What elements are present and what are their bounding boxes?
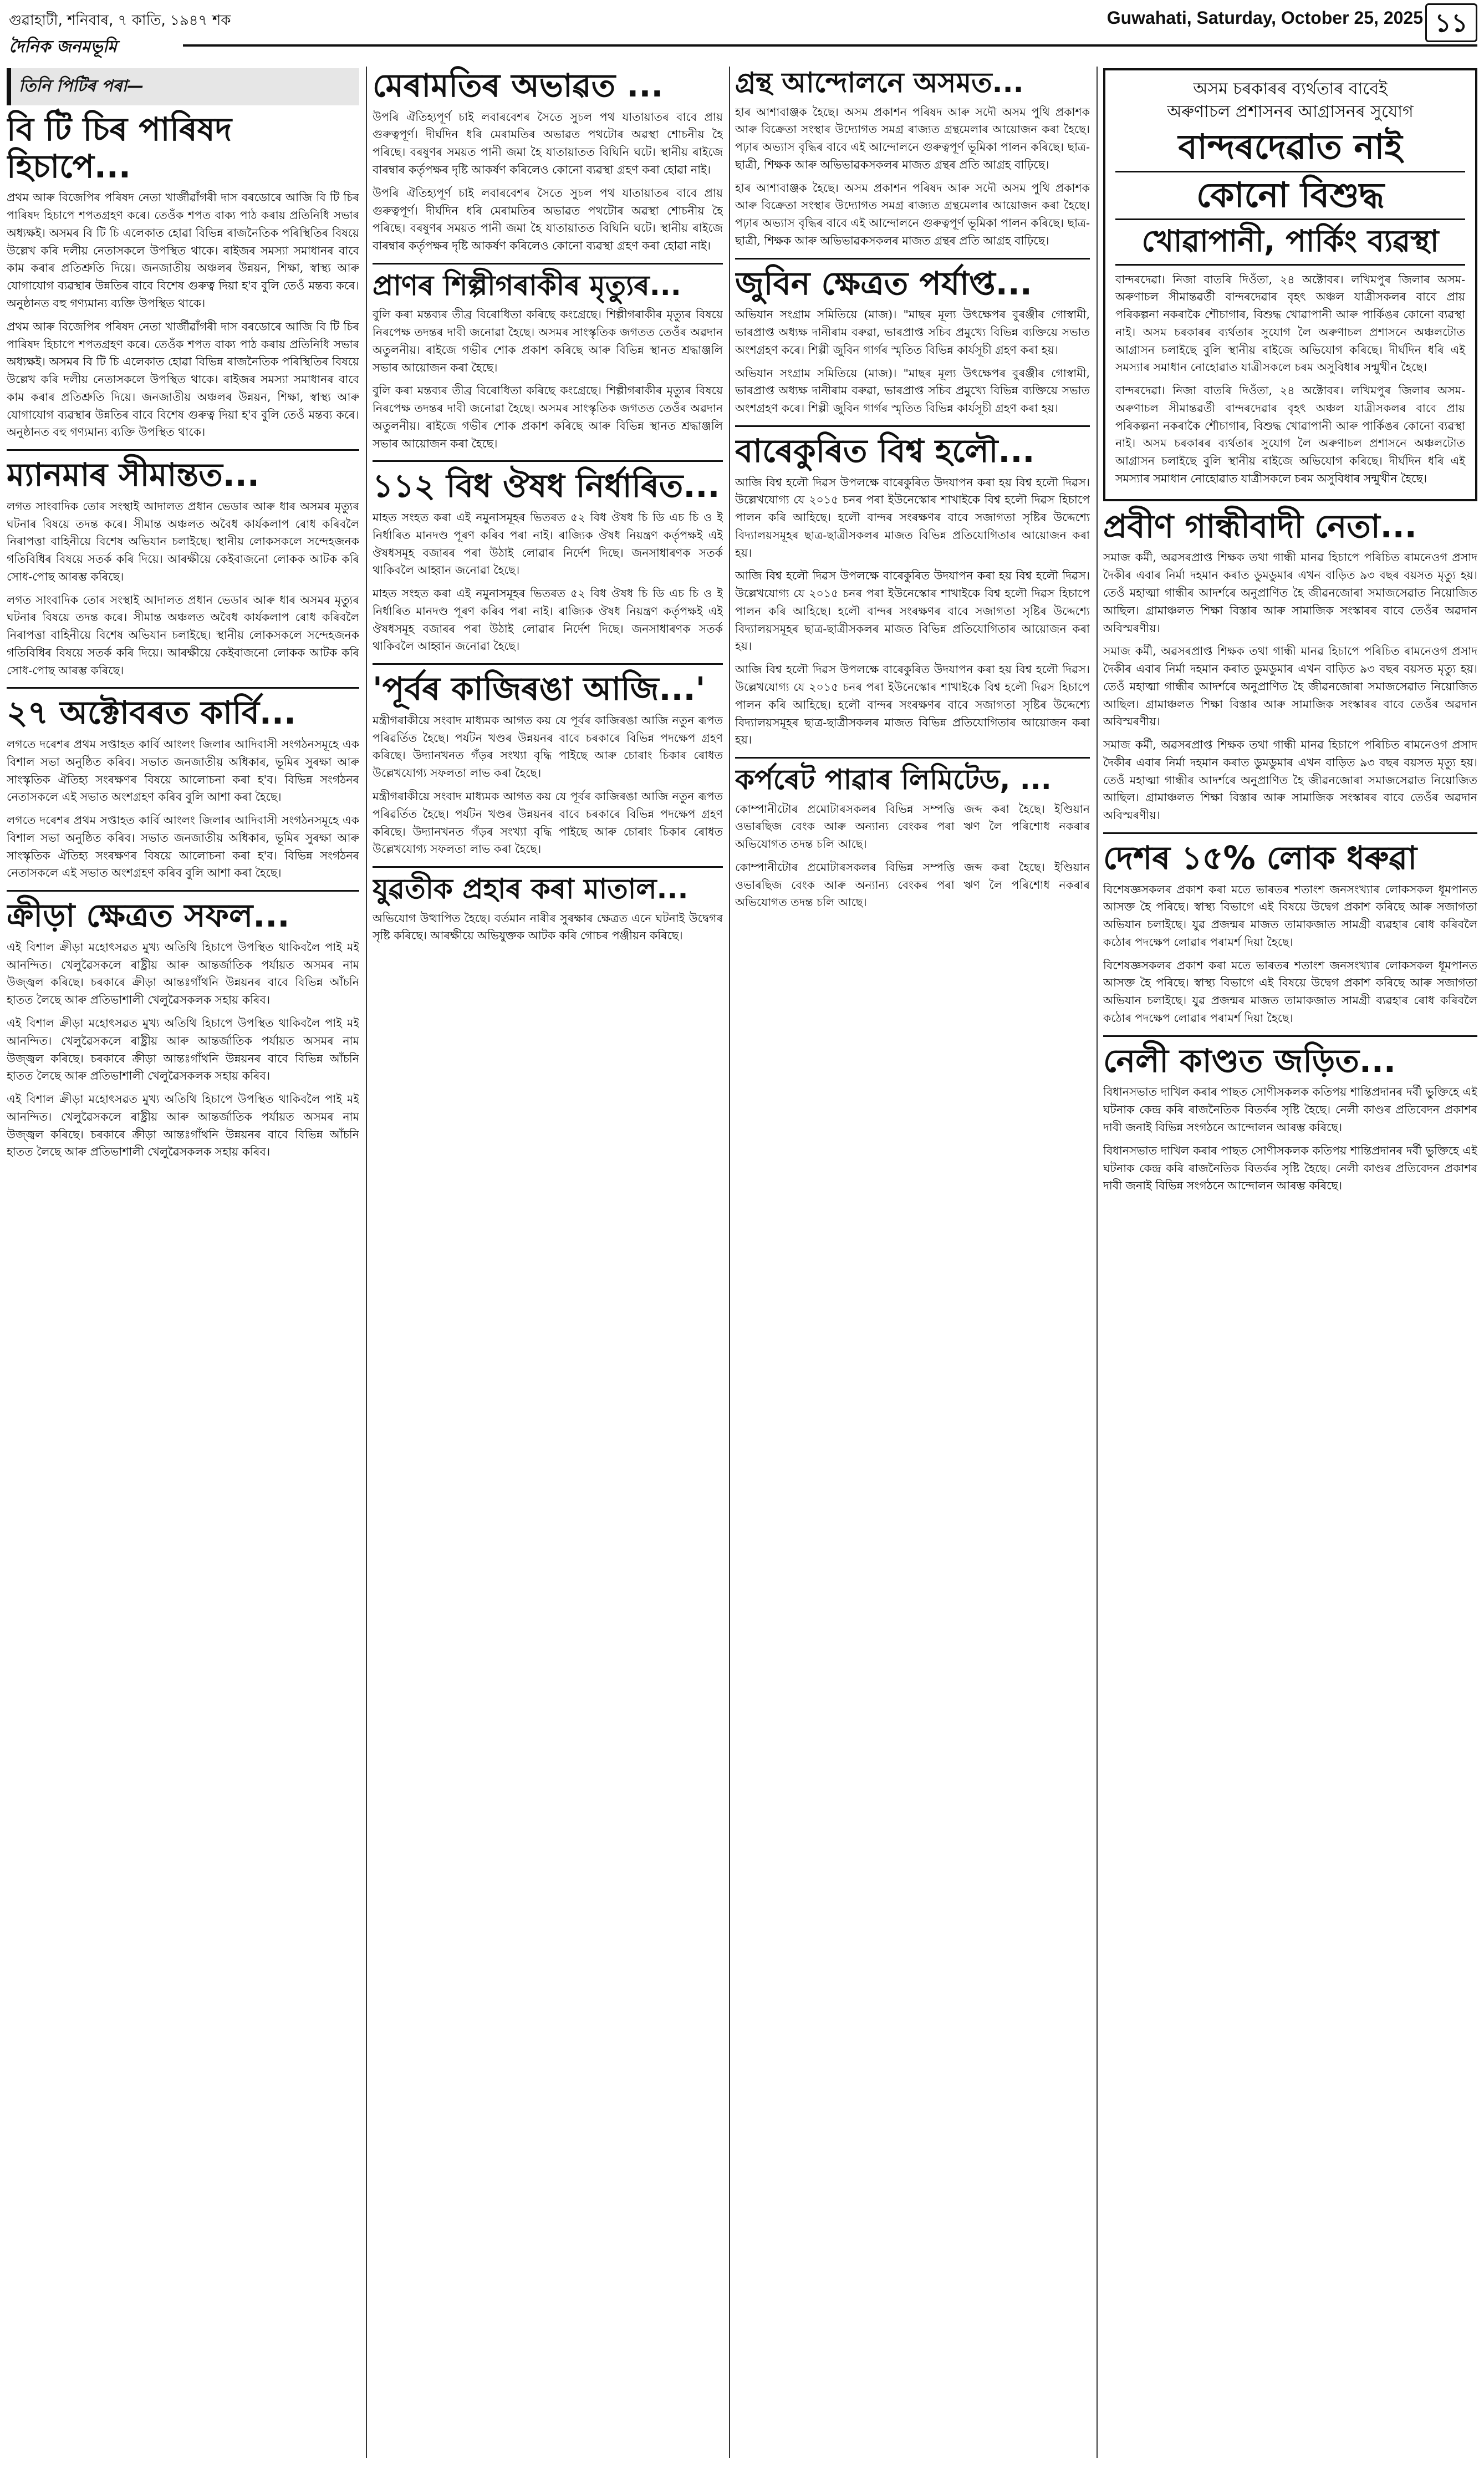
article-body-gandhian-cont: সমাজ কৰ্মী, অৱসৰপ্ৰাপ্ত শিক্ষক তথা গান্ধী মানৱ হিচাপে পৰিচিত ৰামনেওগ প্ৰসাদ দৈকীৰ এবাৰ নিৰ্মা দহমান কৰাত ডুমডুমাৰ এখন বাড়িত ৯৩ বছৰ বয়সত মৃত্যু হয়। তেওঁ মহাত্মা গান্ধীৰ আদৰ্শৰে অনুপ্ৰাণিত হৈ জীৱনজোৰা সমাজসেৱাত নিয়োজিত আছিল। গ্ৰামাঞ্চলত শিক্ষা বিস্তাৰ আৰু সামাজিক সংস্কাৰৰ বাবে তেওঁৰ অৱদান অবিস্মৰণীয়। bbox=[1103, 644, 1477, 729]
article-divider bbox=[7, 449, 359, 451]
article-body-artist: বুলি কৰা মন্তব্যৰ তীব্ৰ বিৰোধিতা কৰিছে কংগ্ৰেছে। শিল্পীগৰাকীৰ মৃত্যুৰ বিষয়ে নিৰপেক্ষ তদন্তৰ দাবী জনোৱা হৈছে। অসমৰ সাংস্কৃতিক জগতত তেওঁৰ অৱদান অতুলনীয়। ৰাইজে গভীৰ শোক প্ৰকাশ কৰিছে আৰু বিভিন্ন স্থানত শ্ৰদ্ধাঞ্জলি সভাৰ আয়োজন কৰা হৈছে। bbox=[373, 308, 723, 374]
article-body-zubeen-cont: অভিযান সংগ্ৰাম সমিতিয়ে (মাজ)। "মাছৰ মূল্য উৎক্ষেপৰ বুৰঞ্জীৰ গোস্বামী, ভাৰপ্ৰাপ্ত অধ্যক্ষ দানীৰাম বৰুৱা, ভাৰপ্ৰাপ্ত সচিব প্ৰমুখ্যে বিভিন্ন ব্যক্তিয়ে সভাত অংশগ্ৰহণ কৰে। শিল্পী জুবিন গাৰ্গৰ স্মৃতিত বিভিন্ন কাৰ্যসূচী গ্ৰহণ কৰা হয়। bbox=[735, 366, 1090, 415]
article-body-myanmar-cont: লগত সাংবাদিক তোৰ সংস্থাই আদালত প্ৰধান ভেডাৰ আৰু ধাৰ অসমৰ মৃত্যুৰ ঘটনাৰ বিষয়ে তদন্ত কৰে। সীমান্ত অঞ্চলত অবৈধ কাৰ্যকলাপ ৰোধ কৰিবলৈ নিৰাপত্তা বাহিনীয়ে বিশেষ অভিযান চলাইছে। স্থানীয় লোকসকলে সন্দেহজনক গতিবিধিৰ বিষয়ে সতৰ্ক কৰি দিয়ে। আৰক্ষীয়ে কেইবাজনো লোকক আটক কৰি সোধ-পোছ আৰম্ভ কৰিছে। bbox=[7, 593, 359, 677]
article-sports bbox=[7, 897, 359, 1161]
article-karbi bbox=[7, 694, 359, 882]
page-number: ১১ bbox=[1425, 3, 1477, 42]
article-divider bbox=[7, 687, 359, 689]
article-body-repair: উপৰি ঐতিহ্যপূৰ্ণ চাই লবাৰবেশৰ সৈতে সুচল পথ যাতায়াতৰ বাবে প্ৰায় গুৰুত্বপূৰ্ণ। দীৰ্ঘদিন ধৰি মেৰামতিৰ অভাৱত পথটোৰ অৱস্থা শোচনীয় হৈ পৰিছে। বৰষুণৰ সময়ত পানী জমা হৈ যাতায়াতত বিঘিনি ঘটে। স্থানীয় ৰাইজে বাৰম্বাৰ কৰ্তৃপক্ষৰ দৃষ্টি আকৰ্ষণ কৰিলেও কোনো ব্যৱস্থা গ্ৰহণ কৰা হোৱা নাই। bbox=[373, 110, 723, 176]
headline-repair: মেৰামতিৰ অভাৱত ... bbox=[373, 67, 664, 104]
article-body-books-cont: হাৰ আশাবাঞ্জক হৈছে। অসম প্ৰকাশন পৰিষদ আৰু সদৌ অসম পুথি প্ৰকাশক আৰু বিক্ৰেতা সংস্থাৰ উদ্যোগত সমগ্ৰ ৰাজ্যত গ্ৰন্থমেলাৰ আয়োজন কৰা হৈছে। পঢ়াৰ অভ্যাস বৃদ্ধিৰ বাবে এই আন্দোলনে গুৰুত্বপূৰ্ণ ভূমিকা পালন কৰিছে। ছাত্ৰ-ছাত্ৰী, শিক্ষক আৰু অভিভাৱকসকলৰ মাজত গ্ৰন্থৰ প্ৰতি আগ্ৰহ বাঢ়িছে। bbox=[735, 181, 1090, 247]
headline-gandhian: প্ৰবীণ গান্ধীবাদী নেতা... bbox=[1103, 507, 1417, 545]
article-body-myanmar: লগত সাংবাদিক তোৰ সংস্থাই আদালত প্ৰধান ভেডাৰ আৰু ধাৰ অসমৰ মৃত্যুৰ ঘটনাৰ বিষয়ে তদন্ত কৰে। সীমান্ত অঞ্চলত অবৈধ কাৰ্যকলাপ ৰোধ কৰিবলৈ নিৰাপত্তা বাহিনীয়ে বিশেষ অভিযান চলাইছে। স্থানীয় লোকসকলে সন্দেহজনক গতিবিধিৰ বিষয়ে সতৰ্ক কৰি দিয়ে। আৰক্ষীয়ে কেইবাজনো লোকক আটক কৰি সোধ-পোছ আৰম্ভ কৰিছে। bbox=[7, 499, 359, 583]
article-myanmar bbox=[7, 456, 359, 679]
box-body-cont: বান্দৰদেৱা। নিজা বাতৰি দিওঁতা, ২৪ অক্টোবৰ। লখিমপুৰ জিলাৰ অসম-অৰুণাচল সীমান্তৱৰ্তী বান্দৰদেৱাৰ বৃহৎ অঞ্চল যাত্ৰীসকলৰ বাবে প্ৰায় পৰিকল্পনা নকৰাকৈ শৌচাগাৰ, বিশুদ্ধ খোৱাপানী আৰু পাৰ্কিঙৰ কোনো ব্যৱস্থা নাই। অসম চৰকাৰৰ ব্যৰ্থতাৰ সুযোগ লৈ অৰুণাচল প্ৰশাসনে অঞ্চলটোত আগ্ৰাসন চলাইছে বুলি স্থানীয় ৰাইজে অভিযোগ কৰিছে। দীৰ্ঘদিন ধৰি এই সমস্যাৰ সমাধান নোহোৱাত যাত্ৰীসকলে চৰম অসুবিধাৰ সন্মুখীন হৈছে। bbox=[1115, 384, 1465, 485]
article-body-hoolock-cont2: আজি বিশ্ব হলৌ দিৱস উপলক্ষে বাৰেকুৰিত উদযাপন কৰা হয় বিশ্ব হলৌ দিৱস। উল্লেখযোগ্য যে ২০১৫ চনৰ পৰা ইউনেস্কোৰ শাখাইকে বিশ্ব হলৌ দিৱস হিচাপে পালন কৰি আহিছে। হলৌ বান্দৰ সংৰক্ষণৰ বাবে সজাগতা সৃষ্টিৰ উদ্দেশ্যে বিদ্যালয়সমূহৰ ছাত্ৰ-ছাত্ৰীসকলৰ মাজত বিভিন্ন প্ৰতিযোগিতাৰ আয়োজন কৰা হয়। bbox=[735, 663, 1090, 747]
article-body-smokers: বিশেষজ্ঞসকলৰ প্ৰকাশ কৰা মতে ভাৰতৰ শতাংশ জনসংখ্যাৰ লোকসকল ধূমপানত আসক্ত হৈ পৰিছে। স্বাস্থ্য বিভাগে এই বিষয়ে উদ্বেগ প্ৰকাশ কৰিছে আৰু সজাগতা অভিযান চলাইছে। যুৱ প্ৰজন্মৰ মাজত তামাকজাত সামগ্ৰী ব্যৱহাৰ ৰোধ কৰিবলৈ কঠোৰ পদক্ষেপ লোৱাৰ পৰামৰ্শ দিয়া হৈছে। bbox=[1103, 882, 1477, 949]
article-body-btc-cont: প্ৰথম আৰু বিজেপিৰ পৰিষদ নেতা খাৰ্জীৱাঁগৰী দাস বৰডোৰে আজি বি টি চিৰ পাৰিষদ হিচাপে শপতগ্ৰহণ কৰে। তেওঁক শপত বাক্য পাঠ কৰায় প্ৰতিনিধি সভাৰ অধ্যক্ষই। অসমৰ বি টি চি এলেকাত হোৱা বিভিন্ন ৰাজনৈতিক পৰিস্থিতিৰ বিষয়ে উল্লেখ কৰি দলীয় নেতাসকলে উপস্থিত থাকে। ৰাইজৰ সমস্যা সমাধানৰ বাবে কাম কৰাৰ প্ৰতিশ্ৰুতি দিয়ে। জনজাতীয় অঞ্চলৰ উন্নয়ন, শিক্ষা, স্বাস্থ্য আৰু যোগাযোগ ব্যৱস্থাৰ উন্নতিৰ বাবে বিশেষ গুৰুত্ব দিয়া হ'ব বুলি তেওঁ মন্তব্য কৰে। অনুষ্ঠানত বহু গণ্যমান্য ব্যক্তি উপস্থিত থাকে। bbox=[7, 319, 359, 439]
headline-zubeen: জুবিন ক্ষেত্ৰত পৰ্যাপ্ত... bbox=[735, 264, 1032, 302]
article-body-artist-cont: বুলি কৰা মন্তব্যৰ তীব্ৰ বিৰোধিতা কৰিছে কংগ্ৰেছে। শিল্পীগৰাকীৰ মৃত্যুৰ বিষয়ে নিৰপেক্ষ তদন্তৰ দাবী জনোৱা হৈছে। অসমৰ সাংস্কৃতিক জগতত তেওঁৰ অৱদান অতুলনীয়। ৰাইজে গভীৰ শোক প্ৰকাশ কৰিছে আৰু বিভিন্ন স্থানত শ্ৰদ্ধাঞ্জলি সভাৰ আয়োজন কৰা হৈছে। bbox=[373, 384, 723, 450]
column-2 bbox=[373, 64, 723, 2461]
article-divider bbox=[735, 258, 1090, 260]
article-btc bbox=[7, 111, 359, 441]
headline-assault: যুৱতীক প্ৰহাৰ কৰা মাতাল... bbox=[373, 873, 689, 906]
headline-smokers: দেশৰ ১৫% লোক ধৰুৱা bbox=[1103, 838, 1417, 877]
box-body: বান্দৰদেৱা। নিজা বাতৰি দিওঁতা, ২৪ অক্টোবৰ। লখিমপুৰ জিলাৰ অসম-অৰুণাচল সীমান্তৱৰ্তী বান্দৰদেৱাৰ বৃহৎ অঞ্চল যাত্ৰীসকলৰ বাবে প্ৰায় পৰিকল্পনা নকৰাকৈ শৌচাগাৰ, বিশুদ্ধ খোৱাপানী আৰু পাৰ্কিঙৰ কোনো ব্যৱস্থা নাই। অসম চৰকাৰৰ ব্যৰ্থতাৰ সুযোগ লৈ অৰুণাচল প্ৰশাসনে অঞ্চলটোত আগ্ৰাসন চলাইছে বুলি স্থানীয় ৰাইজে অভিযোগ কৰিছে। দীৰ্ঘদিন ধৰি এই সমস্যাৰ সমাধান নোহোৱাত যাত্ৰীসকলে চৰম অসুবিধাৰ সন্মুখীন হৈছে। bbox=[1115, 272, 1465, 374]
article-body-books: হাৰ আশাবাঞ্জক হৈছে। অসম প্ৰকাশন পৰিষদ আৰু সদৌ অসম পুথি প্ৰকাশক আৰু বিক্ৰেতা সংস্থাৰ উদ্যোগত সমগ্ৰ ৰাজ্যত গ্ৰন্থমেলাৰ আয়োজন কৰা হৈছে। পঢ়াৰ অভ্যাস বৃদ্ধিৰ বাবে এই আন্দোলনে গুৰুত্বপূৰ্ণ ভূমিকা পালন কৰিছে। ছাত্ৰ-ছাত্ৰী, শিক্ষক আৰু অভিভাৱকসকলৰ মাজত গ্ৰন্থৰ প্ৰতি আগ্ৰহ বাঢ়িছে। bbox=[735, 105, 1090, 171]
article-body-corporate: কোম্পানীটোৰ প্ৰমোটাৰসকলৰ বিভিন্ন সম্পত্তি জব্দ কৰা হৈছে। ইণ্ডিয়ান ওভাৰছিজ বেংক আৰু অন্যান্য বেংকৰ পৰা ঋণ লৈ পৰিশোধ নকৰাৰ অভিযোগত তদন্ত চলি আছে। bbox=[735, 802, 1090, 851]
column-1 bbox=[7, 64, 359, 2461]
article-body-assault: অভিযোগ উত্থাপিত হৈছে। বৰ্তমান নাৰীৰ সুৰক্ষাৰ ক্ষেত্ৰত এনে ঘটনাই উদ্বেগৰ সৃষ্টি কৰিছে। আৰক্ষীয়ে অভিযুক্তক আটক কৰি গোচৰ পঞ্জীয়ন কৰিছে। bbox=[373, 911, 723, 943]
header-rule bbox=[183, 44, 1477, 47]
article-divider bbox=[7, 890, 359, 892]
headline-karbi: ২৭ অক্টোবৰত কাৰ্বি... bbox=[7, 694, 296, 732]
article-body-medicine: মাহত সংহত কৰা এই নমুনাসমূহৰ ভিতৰত ৫২ বিধ ঔষধ চি ডি এচ চি ও ই নিৰ্ধাৰিত মানদণ্ড পূৰণ কৰিব পৰা নাই। ৰাজ্যিক ঔষধ নিয়ন্ত্ৰণ কৰ্তৃপক্ষই এই ঔষধসমূহ বজাৰৰ পৰা উঠাই লোৱাৰ নিৰ্দেশ দিছে। জনসাধাৰণক সতৰ্ক থাকিবলৈ আহ্বান জনোৱা হৈছে। bbox=[373, 511, 723, 577]
article-divider bbox=[1103, 832, 1477, 834]
headline-sports: ক্ৰীড়া ক্ষেত্ৰত সফল... bbox=[7, 897, 290, 935]
article-kaziranga bbox=[373, 670, 723, 858]
article-corporate bbox=[735, 764, 1090, 912]
article-zubeen bbox=[735, 265, 1090, 418]
headline-artist: প্ৰাণৰ শিল্পীগৰাকীৰ মৃত্যুৰ... bbox=[373, 269, 681, 302]
headline-myanmar: ম্যানমাৰ সীমান্তত... bbox=[7, 456, 259, 494]
headline-medicine: ১১২ বিধ ঔষধ নিৰ্ধাৰিত... bbox=[373, 467, 720, 505]
article-body-gandhian-cont2: সমাজ কৰ্মী, অৱসৰপ্ৰাপ্ত শিক্ষক তথা গান্ধী মানৱ হিচাপে পৰিচিত ৰামনেওগ প্ৰসাদ দৈকীৰ এবাৰ নিৰ্মা দহমান কৰাত ডুমডুমাৰ এখন বাড়িত ৯৩ বছৰ বয়সত মৃত্যু হয়। তেওঁ মহাত্মা গান্ধীৰ আদৰ্শৰে অনুপ্ৰাণিত হৈ জীৱনজোৰা সমাজসেৱাত নিয়োজিত আছিল। গ্ৰামাঞ্চলত শিক্ষা বিস্তাৰ আৰু সামাজিক সংস্কাৰৰ বাবে তেওঁৰ অৱদান অবিস্মৰণীয়। bbox=[1103, 738, 1477, 822]
article-divider bbox=[1103, 1035, 1477, 1037]
column-divider bbox=[1097, 67, 1098, 2458]
section-kicker: তিনি পিটিৰ পৰা— bbox=[7, 68, 359, 105]
page-header bbox=[0, 0, 1484, 60]
article-body-karbi: লগতে দৰেশৰ প্ৰথম সপ্তাহত কাৰ্বি আংলং জিলাৰ আদিবাসী সংগঠনসমূহে এক বিশাল সভা অনুষ্ঠিত কৰিব। সভাত জনজাতীয় অধিকাৰ, ভূমিৰ সুৰক্ষা আৰু সাংস্কৃতিক ঐতিহ্য সংৰক্ষণৰ বিষয়ে আলোচনা কৰা হ'ব। বিভিন্ন সংগঠনৰ নেতাসকলে এই সভাত অংশগ্ৰহণ কৰিব বুলি আশা কৰা হৈছে। bbox=[7, 737, 359, 804]
article-body-corporate-cont: কোম্পানীটোৰ প্ৰমোটাৰসকলৰ বিভিন্ন সম্পত্তি জব্দ কৰা হৈছে। ইণ্ডিয়ান ওভাৰছিজ বেংক আৰু অন্যান্য বেংকৰ পৰা ঋণ লৈ পৰিশোধ নকৰাৰ অভিযোগত তদন্ত চলি আছে। bbox=[735, 860, 1090, 909]
column-divider bbox=[366, 67, 367, 2458]
article-body-sports-cont2: এই বিশাল ক্ৰীড়া মহোৎসৱত মুখ্য অতিথি হিচাপে উপস্থিত থাকিবলৈ পাই মই আনন্দিত। খেলুৱৈসকলে ৰাষ্ট্ৰীয় আৰু আন্তৰ্জাতিক পৰ্যায়ত অসমৰ নাম উজ্জ্বল কৰিছে। চৰকাৰে ক্ৰীড়া আন্তঃগাঁথনি উন্নয়নৰ বাবে বিভিন্ন আঁচনি হাতত লৈছে আৰু প্ৰতিভাশালী খেলুৱৈসকলক সহায় কৰিব। bbox=[7, 1092, 359, 1159]
box-kicker-1: অসম চৰকাৰৰ ব্যৰ্থতাৰ বাবেই bbox=[1193, 79, 1388, 99]
article-divider bbox=[373, 263, 723, 264]
article-repair bbox=[373, 67, 723, 255]
article-body-kaziranga-cont: মন্ত্ৰীগৰাকীয়ে সংবাদ মাধ্যমক আগত কয় যে পূৰ্বৰ কাজিৰঙা আজি নতুন ৰূপত পৰিৱৰ্তিত হৈছে। পৰ্যটন খণ্ডৰ উন্নয়নৰ বাবে চৰকাৰে বিভিন্ন পদক্ষেপ গ্ৰহণ কৰিছে। উদ্যানখনত গঁড়ৰ সংখ্যা বৃদ্ধি পাইছে আৰু চোৰাং চিকাৰ ৰোধত উল্লেখযোগ্য সফলতা লাভ কৰা হৈছে। bbox=[373, 790, 723, 856]
box-headline-1: বান্দৰদেৱাত নাই bbox=[1178, 126, 1403, 167]
article-assault bbox=[373, 873, 723, 945]
box-kicker-2: অৰুণাচল প্ৰশাসনৰ আগ্ৰাসনৰ সুযোগ bbox=[1167, 101, 1414, 121]
article-body-hoolock-cont: আজি বিশ্ব হলৌ দিৱস উপলক্ষে বাৰেকুৰিত উদযাপন কৰা হয় বিশ্ব হলৌ দিৱস। উল্লেখযোগ্য যে ২০১৫ চনৰ পৰা ইউনেস্কোৰ শাখাইকে বিশ্ব হলৌ দিৱস হিচাপে পালন কৰি আহিছে। হলৌ বান্দৰ সংৰক্ষণৰ বাবে সজাগতা সৃষ্টিৰ উদ্দেশ্যে বিদ্যালয়সমূহৰ ছাত্ৰ-ছাত্ৰীসকলৰ মাজত বিভিন্ন প্ৰতিযোগিতাৰ আয়োজন কৰা হয়। bbox=[735, 569, 1090, 653]
headline-hoolock: বাৰেকুৰিত বিশ্ব হলৌ... bbox=[735, 431, 1035, 470]
article-smokers bbox=[1103, 840, 1477, 1028]
headline-kaziranga: 'পূৰ্বৰ কাজিৰঙা আজি...' bbox=[373, 670, 706, 708]
column-3 bbox=[735, 64, 1090, 2461]
article-body-gandhian: সমাজ কৰ্মী, অৱসৰপ্ৰাপ্ত শিক্ষক তথা গান্ধী মানৱ হিচাপে পৰিচিত ৰামনেওগ প্ৰসাদ দৈকীৰ এবাৰ নিৰ্মা দহমান কৰাত ডুমডুমাৰ এখন বাড়িত ৯৩ বছৰ বয়সত মৃত্যু হয়। তেওঁ মহাত্মা গান্ধীৰ আদৰ্শৰে অনুপ্ৰাণিত হৈ জীৱনজোৰা সমাজসেৱাত নিয়োজিত আছিল। গ্ৰামাঞ্চলত শিক্ষা বিস্তাৰ আৰু সামাজিক সংস্কাৰৰ বাবে তেওঁৰ অৱদান অবিস্মৰণীয়। bbox=[1103, 551, 1477, 635]
article-divider bbox=[373, 866, 723, 868]
article-body-smokers-cont: বিশেষজ্ঞসকলৰ প্ৰকাশ কৰা মতে ভাৰতৰ শতাংশ জনসংখ্যাৰ লোকসকল ধূমপানত আসক্ত হৈ পৰিছে। স্বাস্থ্য বিভাগে এই বিষয়ে উদ্বেগ প্ৰকাশ কৰিছে আৰু সজাগতা অভিযান চলাইছে। যুৱ প্ৰজন্মৰ মাজত তামাকজাত সামগ্ৰী ব্যৱহাৰ ৰোধ কৰিবলৈ কঠোৰ পদক্ষেপ লোৱাৰ পৰামৰ্শ দিয়া হৈছে। bbox=[1103, 958, 1477, 1025]
article-body-btc: প্ৰথম আৰু বিজেপিৰ পৰিষদ নেতা খাৰ্জীৱাঁগৰী দাস বৰডোৰে আজি বি টি চিৰ পাৰিষদ হিচাপে শপতগ্ৰহণ কৰে। তেওঁক শপত বাক্য পাঠ কৰায় প্ৰতিনিধি সভাৰ অধ্যক্ষই। অসমৰ বি টি চি এলেকাত হোৱা বিভিন্ন ৰাজনৈতিক পৰিস্থিতিৰ বিষয়ে উল্লেখ কৰি দলীয় নেতাসকলে উপস্থিত থাকে। ৰাইজৰ সমস্যা সমাধানৰ বাবে কাম কৰাৰ প্ৰতিশ্ৰুতি দিয়ে। জনজাতীয় অঞ্চলৰ উন্নয়ন, শিক্ষা, স্বাস্থ্য আৰু যোগাযোগ ব্যৱস্থাৰ উন্নতিৰ বাবে বিশেষ গুৰুত্ব দিয়া হ'ব বুলি তেওঁ মন্তব্য কৰে। অনুষ্ঠানত বহু গণ্যমান্য ব্যক্তি উপস্থিত থাকে। bbox=[7, 191, 359, 310]
header-date-english: Guwahati, Saturday, October 25, 2025 bbox=[1106, 8, 1423, 28]
headline-corporate: কৰ্পৰেট পাৱাৰ লিমিটেড, ... bbox=[735, 764, 1052, 796]
article-body-medicine-cont: মাহত সংহত কৰা এই নমুনাসমূহৰ ভিতৰত ৫২ বিধ ঔষধ চি ডি এচ চি ও ই নিৰ্ধাৰিত মানদণ্ড পূৰণ কৰিব পৰা নাই। ৰাজ্যিক ঔষধ নিয়ন্ত্ৰণ কৰ্তৃপক্ষই এই ঔষধসমূহ বজাৰৰ পৰা উঠাই লোৱাৰ নিৰ্দেশ দিছে। জনসাধাৰণক সতৰ্ক থাকিবলৈ আহ্বান জনোৱা হৈছে। bbox=[373, 587, 723, 653]
article-body-kaziranga: মন্ত্ৰীগৰাকীয়ে সংবাদ মাধ্যমক আগত কয় যে পূৰ্বৰ কাজিৰঙা আজি নতুন ৰূপত পৰিৱৰ্তিত হৈছে। পৰ্যটন খণ্ডৰ উন্নয়নৰ বাবে চৰকাৰে বিভিন্ন পদক্ষেপ গ্ৰহণ কৰিছে। উদ্যানখনত গঁড়ৰ সংখ্যা বৃদ্ধি পাইছে আৰু চোৰাং চিকাৰ ৰোধত উল্লেখযোগ্য সফলতা লাভ কৰা হৈছে। bbox=[373, 713, 723, 780]
article-nellie bbox=[1103, 1042, 1477, 1195]
headline-nellie: নেলী কাণ্ডত জড়িত... bbox=[1103, 1041, 1396, 1080]
headline-books: গ্ৰন্থ আন্দোলনে অসমত... bbox=[735, 67, 1024, 99]
article-body-repair-cont: উপৰি ঐতিহ্যপূৰ্ণ চাই লবাৰবেশৰ সৈতে সুচল পথ যাতায়াতৰ বাবে প্ৰায় গুৰুত্বপূৰ্ণ। দীৰ্ঘদিন ধৰি মেৰামতিৰ অভাৱত পথটোৰ অৱস্থা শোচনীয় হৈ পৰিছে। বৰষুণৰ সময়ত পানী জমা হৈ যাতায়াতত বিঘিনি ঘটে। স্থানীয় ৰাইজে বাৰম্বাৰ কৰ্তৃপক্ষৰ দৃষ্টি আকৰ্ষণ কৰিলেও কোনো ব্যৱস্থা গ্ৰহণ কৰা হোৱা নাই। bbox=[373, 186, 723, 253]
article-body-nellie-cont: বিধানসভাত দাখিল কৰাৰ পাছত সোণীসকলক কতিপয় শান্তিপ্ৰদানৰ দৰ্বী ভুক্তিহে এই ঘটনাক কেন্দ্ৰ কৰি ৰাজনৈতিক বিতৰ্কৰ সৃষ্টি হৈছে। নেলী কাণ্ডৰ প্ৰতিবেদন প্ৰকাশৰ দাবী জনাই বিভিন্ন সংগঠনে আন্দোলন আৰম্ভ কৰিছে। bbox=[1103, 1143, 1477, 1193]
article-medicine bbox=[373, 467, 723, 655]
newspaper-brand: দৈনিক জনমভূমি bbox=[9, 37, 117, 57]
article-body-zubeen: অভিযান সংগ্ৰাম সমিতিয়ে (মাজ)। "মাছৰ মূল্য উৎক্ষেপৰ বুৰঞ্জীৰ গোস্বামী, ভাৰপ্ৰাপ্ত অধ্যক্ষ দানীৰাম বৰুৱা, ভাৰপ্ৰাপ্ত সচিব প্ৰমুখ্যে বিভিন্ন ব্যক্তিয়ে সভাত অংশগ্ৰহণ কৰে। শিল্পী জুবিন গাৰ্গৰ স্মৃতিত বিভিন্ন কাৰ্যসূচী গ্ৰহণ কৰা হয়। bbox=[735, 308, 1090, 357]
article-body-nellie: বিধানসভাত দাখিল কৰাৰ পাছত সোণীসকলক কতিপয় শান্তিপ্ৰদানৰ দৰ্বী ভুক্তিহে এই ঘটনাক কেন্দ্ৰ কৰি ৰাজনৈতিক বিতৰ্কৰ সৃষ্টি হৈছে। নেলী কাণ্ডৰ প্ৰতিবেদন প্ৰকাশৰ দাবী জনাই বিভিন্ন সংগঠনে আন্দোলন আৰম্ভ কৰিছে। bbox=[1103, 1085, 1477, 1134]
article-divider bbox=[373, 663, 723, 665]
box-headline-2: কোনো বিশুদ্ধ bbox=[1115, 171, 1465, 220]
article-books bbox=[735, 67, 1090, 250]
article-body-karbi-cont: লগতে দৰেশৰ প্ৰথম সপ্তাহত কাৰ্বি আংলং জিলাৰ আদিবাসী সংগঠনসমূহে এক বিশাল সভা অনুষ্ঠিত কৰিব। সভাত জনজাতীয় অধিকাৰ, ভূমিৰ সুৰক্ষা আৰু সাংস্কৃতিক ঐতিহ্য সংৰক্ষণৰ বিষয়ে আলোচনা কৰা হ'ব। বিভিন্ন সংগঠনৰ নেতাসকলে এই সভাত অংশগ্ৰহণ কৰিব বুলি আশা কৰা হৈছে। bbox=[7, 813, 359, 880]
article-divider bbox=[373, 460, 723, 462]
header-date-assamese: গুৱাহাটী, শনিবাৰ, ৭ কাতি, ১৯৪৭ শক bbox=[9, 12, 231, 29]
box-headline-3: খোৱাপানী, পাৰ্কিং ব্যৱস্থা bbox=[1141, 223, 1439, 258]
article-body-hoolock: আজি বিশ্ব হলৌ দিৱস উপলক্ষে বাৰেকুৰিত উদযাপন কৰা হয় বিশ্ব হলৌ দিৱস। উল্লেখযোগ্য যে ২০১৫ চনৰ পৰা ইউনেস্কোৰ শাখাইকে বিশ্ব হলৌ দিৱস হিচাপে পালন কৰি আহিছে। হলৌ বান্দৰ সংৰক্ষণৰ বাবে সজাগতা সৃষ্টিৰ উদ্দেশ্যে বিদ্যালয়সমূহৰ ছাত্ৰ-ছাত্ৰীসকলৰ মাজত বিভিন্ন প্ৰতিযোগিতাৰ আয়োজন কৰা হয়। bbox=[735, 475, 1090, 559]
article-gandhian bbox=[1103, 508, 1477, 825]
column-4 bbox=[1103, 64, 1477, 2461]
featured-box bbox=[1103, 68, 1477, 501]
article-divider bbox=[735, 425, 1090, 427]
article-artist bbox=[373, 270, 723, 453]
headline-btc: বি টি চিৰ পাৰিষদ হিচাপে... bbox=[7, 110, 232, 185]
column-divider bbox=[729, 67, 730, 2458]
article-body-sports-cont: এই বিশাল ক্ৰীড়া মহোৎসৱত মুখ্য অতিথি হিচাপে উপস্থিত থাকিবলৈ পাই মই আনন্দিত। খেলুৱৈসকলে ৰাষ্ট্ৰীয় আৰু আন্তৰ্জাতিক পৰ্যায়ত অসমৰ নাম উজ্জ্বল কৰিছে। চৰকাৰে ক্ৰীড়া আন্তঃগাঁথনি উন্নয়নৰ বাবে বিভিন্ন আঁচনি হাতত লৈছে আৰু প্ৰতিভাশালী খেলুৱৈসকলক সহায় কৰিব। bbox=[7, 1016, 359, 1083]
article-body-sports: এই বিশাল ক্ৰীড়া মহোৎসৱত মুখ্য অতিথি হিচাপে উপস্থিত থাকিবলৈ পাই মই আনন্দিত। খেলুৱৈসকলে ৰাষ্ট্ৰীয় আৰু আন্তৰ্জাতিক পৰ্যায়ত অসমৰ নাম উজ্জ্বল কৰিছে। চৰকাৰে ক্ৰীড়া আন্তঃগাঁথনি উন্নয়নৰ বাবে বিভিন্ন আঁচনি হাতত লৈছে আৰু প্ৰতিভাশালী খেলুৱৈসকলক সহায় কৰিব। bbox=[7, 940, 359, 1007]
article-divider bbox=[735, 757, 1090, 759]
box-divider bbox=[1115, 264, 1465, 271]
article-hoolock bbox=[735, 433, 1090, 749]
